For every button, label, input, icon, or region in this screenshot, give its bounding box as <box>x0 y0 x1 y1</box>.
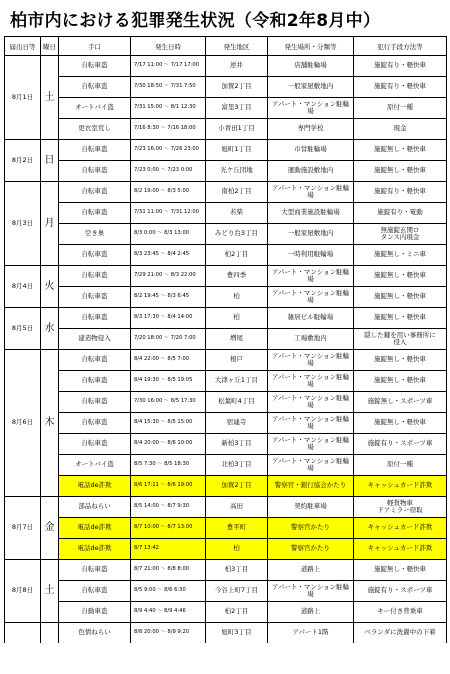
means-cell: 施錠無し・軽快車 <box>354 266 447 287</box>
time-cell: 8/7 21:00 ～ 8/8 8:00 <box>131 560 206 581</box>
weekday-cell: 金 <box>41 497 59 560</box>
area-cell: 若柴 <box>206 203 268 224</box>
table-row <box>5 560 447 581</box>
method-cell: 自転車盗 <box>59 413 131 434</box>
area-cell: 新柏3丁目 <box>206 434 268 455</box>
area-cell: 加賀2丁目 <box>206 77 268 98</box>
time-cell: 7/17 11:00 ～ 7/17 17:00 <box>131 56 206 77</box>
header-method: 手口 <box>59 37 131 56</box>
place-cell: 一般家屋敷地内 <box>268 77 354 98</box>
means-cell: 施錠有り・軽快車 <box>354 77 447 98</box>
means-cell: 原付一種 <box>354 455 447 476</box>
table-row <box>5 602 447 623</box>
means-cell: 施錠無し・軽快車 <box>354 140 447 161</box>
method-cell: 自転車盗 <box>59 266 131 287</box>
table-row <box>5 161 447 182</box>
place-cell: 雑居ビル駐輪場 <box>268 308 354 329</box>
report-date-cell: 8月8日 <box>5 560 41 623</box>
means-cell: 施錠無し・スポーツ車 <box>354 392 447 413</box>
table-row <box>5 119 447 140</box>
area-cell: 豊四季 <box>206 266 268 287</box>
means-cell: キャッシュカード詐欺 <box>354 539 447 560</box>
method-cell: 自転車盗 <box>59 371 131 392</box>
area-cell: 逆井 <box>206 56 268 77</box>
means-cell: 隠した鍵を用い事務所に 侵入 <box>354 329 447 350</box>
place-cell: アパート1階 <box>268 623 354 644</box>
method-cell: オートバイ盗 <box>59 98 131 119</box>
place-cell: 道路上 <box>268 560 354 581</box>
method-cell: 自転車盗 <box>59 203 131 224</box>
means-cell: 施錠有り・電動 <box>354 203 447 224</box>
weekday-cell <box>41 623 59 644</box>
time-cell: 7/30 18:50 ～ 7/31 7:50 <box>131 77 206 98</box>
table-row <box>5 371 447 392</box>
means-cell: キー付き普乗車 <box>354 602 447 623</box>
time-cell: 8/6 17:11 ～ 8/6 19:00 <box>131 476 206 497</box>
method-cell: 建造物侵入 <box>59 329 131 350</box>
time-cell: 8/8 20:00 ～ 8/9 9:20 <box>131 623 206 644</box>
report-date-cell: 8月2日 <box>5 140 41 182</box>
report-date-cell: 8月3日 <box>5 182 41 266</box>
method-cell: 自転車盗 <box>59 161 131 182</box>
method-cell: 更衣室荒し <box>59 119 131 140</box>
time-cell: 7/16 8:30 ～ 7/16 18:00 <box>131 119 206 140</box>
place-cell: 道路上 <box>268 602 354 623</box>
table-body <box>5 56 447 644</box>
weekday-cell: 日 <box>41 140 59 182</box>
area-cell: 増尾 <box>206 329 268 350</box>
table-row <box>5 350 447 371</box>
method-cell: 部品ねらい <box>59 497 131 518</box>
area-cell: 光ケ丘団地 <box>206 161 268 182</box>
table-row <box>5 245 447 266</box>
area-cell: 旭町3丁目 <box>206 623 268 644</box>
area-cell: 柏 <box>206 539 268 560</box>
time-cell: 7/29 21:00 ～ 8/3 22:00 <box>131 266 206 287</box>
place-cell: 警察官かたり <box>268 539 354 560</box>
means-cell: 施錠無し・軽快車 <box>354 413 447 434</box>
method-cell: 自転車盗 <box>59 392 131 413</box>
method-cell: 自転車盗 <box>59 77 131 98</box>
time-cell: 7/31 15:00 ～ 8/1 12:30 <box>131 98 206 119</box>
table-row <box>5 98 447 119</box>
table-row <box>5 392 447 413</box>
time-cell: 7/23 16:00 ～ 7/26 23:00 <box>131 140 206 161</box>
weekday-cell: 土 <box>41 56 59 140</box>
table-row <box>5 266 447 287</box>
means-cell: 現金 <box>354 119 447 140</box>
table-row <box>5 182 447 203</box>
method-cell: オートバイ盗 <box>59 455 131 476</box>
method-cell: 自転車盗 <box>59 560 131 581</box>
means-cell: 施錠有り・スポーツ車 <box>354 581 447 602</box>
means-cell: 原付一種 <box>354 98 447 119</box>
weekday-cell: 火 <box>41 266 59 308</box>
area-cell: 松葉町4丁目 <box>206 392 268 413</box>
table-row <box>5 455 447 476</box>
table-row <box>5 476 447 497</box>
header-place: 発生場所・分類等 <box>268 37 354 56</box>
table-row <box>5 308 447 329</box>
place-cell: アパート・マンション駐輪場 <box>268 350 354 371</box>
place-cell: アパート・マンション駐輪場 <box>268 98 354 119</box>
time-cell: 8/7 13:42 <box>131 539 206 560</box>
time-cell: 8/4 19:30 ～ 8/5 19:05 <box>131 371 206 392</box>
header-time: 発生日時 <box>131 37 206 56</box>
place-cell: アパート・マンション駐輪場 <box>268 434 354 455</box>
means-cell: 無施錠玄関ロ タンス内現金 <box>354 224 447 245</box>
area-cell: 柏 <box>206 308 268 329</box>
method-cell: 電話de詐欺 <box>59 476 131 497</box>
area-cell: 北柏3丁目 <box>206 455 268 476</box>
means-cell: 施錠無し・軽快車 <box>354 287 447 308</box>
method-cell: 自動車盗 <box>59 602 131 623</box>
time-cell: 8/3 23:45 ～ 8/4 2:45 <box>131 245 206 266</box>
weekday-cell: 水 <box>41 308 59 350</box>
weekday-cell: 土 <box>41 560 59 623</box>
area-cell: 小青田1丁目 <box>206 119 268 140</box>
table-row <box>5 287 447 308</box>
time-cell: 7/20 18:00 ～ 7/20 7:00 <box>131 329 206 350</box>
area-cell: 大津ヶ丘1丁目 <box>206 371 268 392</box>
area-cell: 宿連寺 <box>206 413 268 434</box>
means-cell: 施錠無し・軽快車 <box>354 308 447 329</box>
place-cell: アパート・マンション駐輪場 <box>268 287 354 308</box>
area-cell: 柏2丁目 <box>206 602 268 623</box>
method-cell: 自転車盗 <box>59 287 131 308</box>
method-cell: 電話de詐欺 <box>59 518 131 539</box>
time-cell: 8/5 14:00 ～ 8/7 9:30 <box>131 497 206 518</box>
method-cell: 自転車盗 <box>59 56 131 77</box>
area-cell: 旭町1丁目 <box>206 140 268 161</box>
means-cell: 施錠有り・軽快車 <box>354 182 447 203</box>
report-date-cell: 8月1日 <box>5 56 41 140</box>
place-cell: 店舗駐輪場 <box>268 56 354 77</box>
table-row <box>5 77 447 98</box>
method-cell: 電話de詐欺 <box>59 539 131 560</box>
table-row <box>5 203 447 224</box>
place-cell: 一般家屋敷地内 <box>268 224 354 245</box>
place-cell: 警察官かたり <box>268 518 354 539</box>
place-cell: 警察官・銀行協会かたり <box>268 476 354 497</box>
place-cell: 工場敷地内 <box>268 329 354 350</box>
time-cell: 8/7 10:00 ～ 8/7 13:00 <box>131 518 206 539</box>
means-cell: 軽貨物車 ドアミラー窃取 <box>354 497 447 518</box>
place-cell: アパート・マンション駐輪場 <box>268 413 354 434</box>
place-cell: 大型商業施設駐輪場 <box>268 203 354 224</box>
place-cell: アパート・マンション駐輪場 <box>268 455 354 476</box>
time-cell: 8/2 19:45 ～ 8/3 6:45 <box>131 287 206 308</box>
table-header-row <box>5 37 447 56</box>
time-cell: 8/9 4:40 ～ 8/9 4:46 <box>131 602 206 623</box>
place-cell: アパート・マンション駐輪場 <box>268 581 354 602</box>
method-cell: 自転車盗 <box>59 308 131 329</box>
place-cell: 運動施設敷地内 <box>268 161 354 182</box>
means-cell: 施錠無し・軽快車 <box>354 560 447 581</box>
method-cell: 自転車盗 <box>59 350 131 371</box>
place-cell: アパート・マンション駐輪場 <box>268 182 354 203</box>
table-row <box>5 56 447 77</box>
method-cell: 自転車盗 <box>59 434 131 455</box>
report-date-cell: 8月5日 <box>5 308 41 350</box>
time-cell: 8/2 19:00 ～ 8/3 5:00 <box>131 182 206 203</box>
method-cell: 空き巣 <box>59 224 131 245</box>
header-means: 犯行手段方法等 <box>354 37 447 56</box>
area-cell: 加賀2丁目 <box>206 476 268 497</box>
means-cell: キャッシュカード詐欺 <box>354 518 447 539</box>
area-cell: 今谷上町7丁目 <box>206 581 268 602</box>
table-row <box>5 497 447 518</box>
report-date-cell: 8月7日 <box>5 497 41 560</box>
time-cell: 8/4 20:00 ～ 8/6 10:00 <box>131 434 206 455</box>
report-date-cell <box>5 623 41 644</box>
means-cell: 施錠無し・軽快車 <box>354 371 447 392</box>
time-cell: 8/5 7:30 ～ 8/5 18:30 <box>131 455 206 476</box>
means-cell: キャッシュカード詐欺 <box>354 476 447 497</box>
weekday-cell: 木 <box>41 350 59 497</box>
means-cell: 施錠無し・ミニ車 <box>354 245 447 266</box>
means-cell: 施錠無し・軽快車 <box>354 350 447 371</box>
means-cell: 施錠有り・軽快車 <box>354 56 447 77</box>
area-cell: 南柏2丁目 <box>206 182 268 203</box>
place-cell: アパート・マンション駐輪場 <box>268 392 354 413</box>
crime-report-table <box>4 36 447 643</box>
method-cell: 色情ねらい <box>59 623 131 644</box>
table-row <box>5 329 447 350</box>
time-cell: 8/4 15:30 ～ 8/5 15:00 <box>131 413 206 434</box>
table-row <box>5 224 447 245</box>
means-cell: ベランダに洗濯中の下着 <box>354 623 447 644</box>
table-row <box>5 140 447 161</box>
place-cell: アパート・マンション駐輪場 <box>268 266 354 287</box>
time-cell: 7/23 0:00 ～ 7/23 0:00 <box>131 161 206 182</box>
method-cell: 自転車盗 <box>59 140 131 161</box>
method-cell: 自転車盗 <box>59 245 131 266</box>
area-cell: みどり台3丁目 <box>206 224 268 245</box>
time-cell: 7/31 11:00 ～ 7/31 12:00 <box>131 203 206 224</box>
means-cell: 施錠有り・スポーツ車 <box>354 434 447 455</box>
means-cell: 施錠無し・軽快車 <box>354 161 447 182</box>
table-row <box>5 518 447 539</box>
header-area: 発生地区 <box>206 37 268 56</box>
table-row <box>5 413 447 434</box>
area-cell: 柏3丁目 <box>206 560 268 581</box>
time-cell: 8/4 22:00 ～ 8/5 7:00 <box>131 350 206 371</box>
place-cell: 契約駐車場 <box>268 497 354 518</box>
area-cell: 柏2丁目 <box>206 245 268 266</box>
place-cell: 一時利用駐輪場 <box>268 245 354 266</box>
table-row <box>5 539 447 560</box>
area-cell: 豊平町 <box>206 518 268 539</box>
method-cell: 自転車盗 <box>59 581 131 602</box>
area-cell: 柏 <box>206 287 268 308</box>
header-weekday: 曜日 <box>41 37 59 56</box>
time-cell: 8/5 9:00 ～ 8/6 6:30 <box>131 581 206 602</box>
page-title: 柏市内における犯罪発生状況（令和2年8月中） <box>10 11 381 31</box>
report-date-cell: 8月6日 <box>5 350 41 497</box>
place-cell: 専門学校 <box>268 119 354 140</box>
time-cell: 7/30 16:00 ～ 8/5 17:30 <box>131 392 206 413</box>
place-cell: 市営駐輪場 <box>268 140 354 161</box>
area-cell: 富里3丁目 <box>206 98 268 119</box>
weekday-cell: 月 <box>41 182 59 266</box>
table-row <box>5 581 447 602</box>
time-cell: 8/3 0:00 ～ 8/3 13:00 <box>131 224 206 245</box>
area-cell: 根戸 <box>206 350 268 371</box>
time-cell: 8/3 17:30 ～ 8/4 14:00 <box>131 308 206 329</box>
table-row <box>5 434 447 455</box>
header-date: 届出日等 <box>5 37 41 56</box>
place-cell: アパート・マンション駐輪場 <box>268 371 354 392</box>
table-row <box>5 623 447 644</box>
method-cell: 自転車盗 <box>59 182 131 203</box>
report-date-cell: 8月4日 <box>5 266 41 308</box>
area-cell: 高田 <box>206 497 268 518</box>
